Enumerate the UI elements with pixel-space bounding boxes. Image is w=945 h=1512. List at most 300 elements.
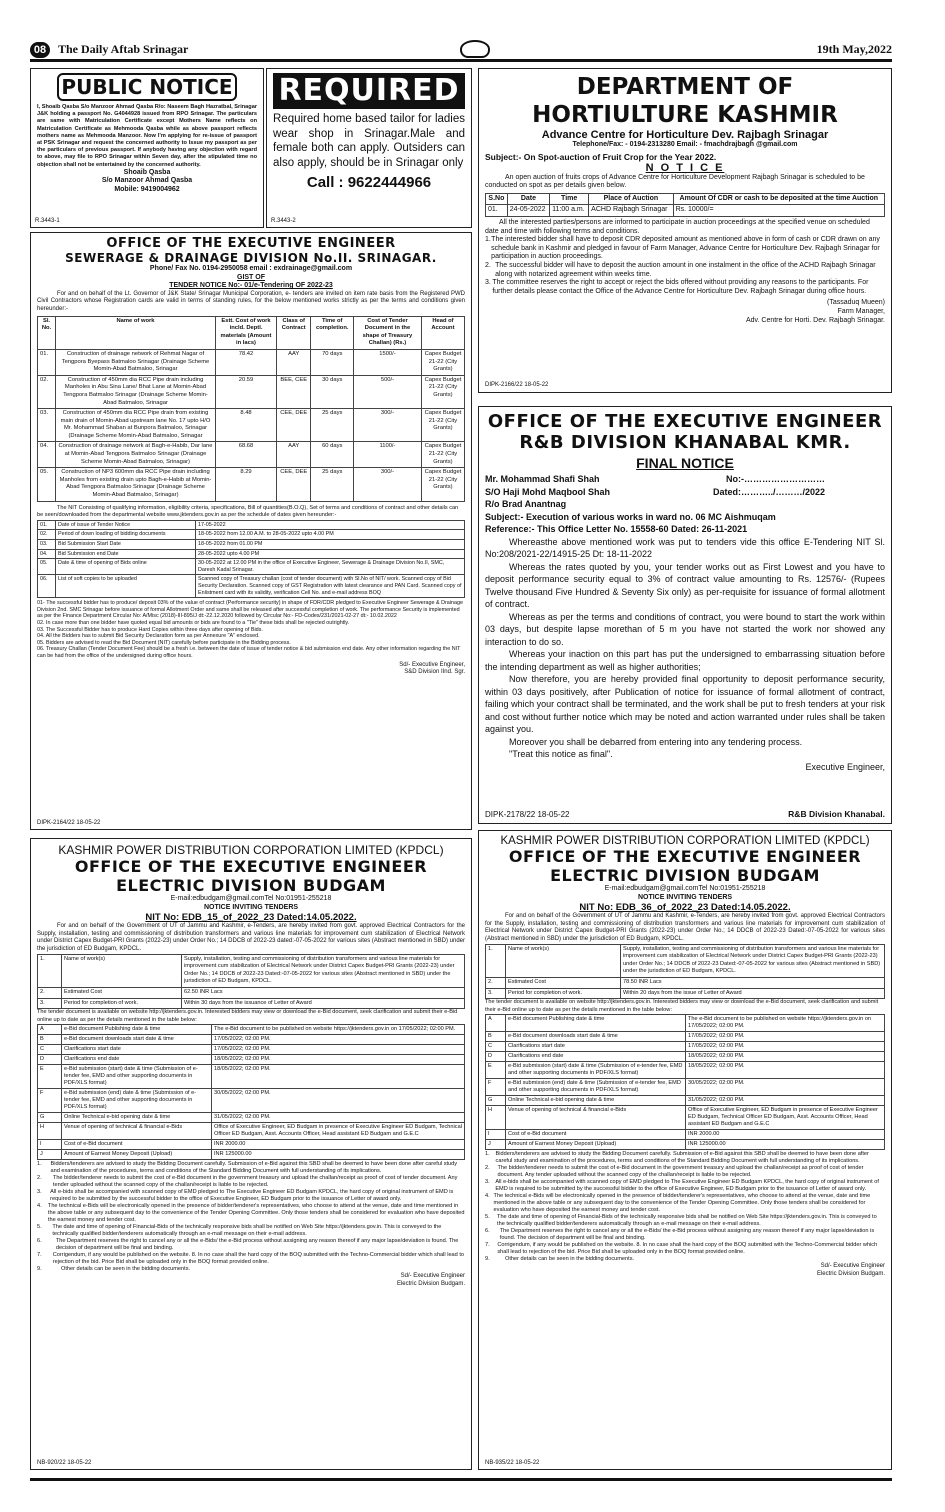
sewerage-signer-office: S&D Division IInd. Sgr. [404,669,465,676]
cell: Name of work(s) [506,944,621,977]
horticulture-term-3: 3. The committee reserves the right to accept or reject the bids offered without providing any reasons to the participants. For further details please contact the Office of the Advance Centre for Horticulture Dev. Rajbagh Srinagar during office hours. [485,279,885,296]
table-row [38,987,465,998]
horticulture-ref: DIPK-2166/22 18-05-22 [485,382,549,388]
table-row [38,1123,465,1140]
cell: G [486,1096,506,1106]
horticulture-contact: Telephone/Fax: - 0194-2313280 Email: - fmachdrajbagh @gmail.com [572,141,798,148]
table-row [38,1113,465,1123]
kpdcl-email: E-mail:edbudgam@gmail.comTel No:01951-255218 [604,885,766,892]
table-row [486,977,885,988]
cell: The e-Bid document to be published on website https://jktenders.gov.in on 17/05/2022; 02:00 PM. [212,1025,465,1035]
term-item: 2. The bidder/tenderer needs to submit the cost of e-Bid document in the government treasury and upload the challan/receipt as proof of cost of tender document. Any tender uploaded without the scanned copy of the challan/receipt is liable to be rejected. [37,1175,465,1189]
cell: 25 days [311,409,354,442]
term-text: All e-bids shall be accompanied with scanned copy of EMD pledged to The Executive Engineer ED Budgam KPDCL, the hard copy of original instrument of EMD is required to be submitted by the successful bidder to the office of Executive Engineer, ED Budgam prior to the issuance of Letter of award only. [50,1189,454,1203]
horticulture-subject: Subject:- On Spot-auction of Fruit Crop for the Year 2022. [485,151,717,162]
public-notice-ad [30,68,264,228]
cell: 3. [486,988,506,999]
horticulture-auction-table [485,193,885,217]
table-row [38,575,465,598]
table-row [486,1079,885,1096]
col-time: Time of completion. [311,316,354,349]
table-row [38,349,465,375]
cell: e-Bid document Publishing date & time [62,1025,212,1035]
public-notice-body: I, Shoaib Qasba S/o Manzoor Ahmad Qasba R/o: Naseem Bagh Hazratbal, Srinagar J&K holding a passport No. G4044928 issued from RPO Srinagar. The particulars are same with Matriculation Certificate except Mothers Name reflects on Matriculation Certificate as Mehmooda Qasba while as above passport reflects mothers name as Mehmooda Manzoor. Now I'm applying for re-issue of passport at PSK Srinagar and request the concerned authority to Issue my passport as per the particulars of previous passport. If anybody having any objection with regard to above, may file to RPO Srinagar within Seven day, after the stipulated time no objection shall not be entertained by the concerned authority. [37,104,257,168]
cell: The e-Bid document to be published on website https://jktenders.gov.in on 17/05/2022; 02:00 PM. [686,1015,885,1032]
kpdcl-work-table [485,944,885,1000]
col-slno: Sl. No. [38,316,56,349]
table-row [486,205,885,217]
table-row [38,1065,465,1089]
cell: 01. [38,349,56,375]
cell: B [486,1032,506,1042]
kpdcl-office-title: OFFICE OF THE EXECUTIVE ENGINEER [74,857,428,876]
table-row [486,1140,885,1150]
horticulture-signer-office: Adv. Centre for Horti. Dev. Rajbagh Srinagar. [745,316,885,324]
table-row [38,540,465,550]
kpdcl-intro: For and on behalf of the Government of UT of Jammu and Kashmir, e-Tenders, are hereby invited from govt. approved Electrical Contractors for the Supply, installation, testing and commissioning of distribution transformers and various line materials for improvement cum stabilization of Electrical Network under District Capex Budget-PRI Grants (2022-23) under Order No.; 14 DDCB of 2022-23 Dated:-07-05-2022 for various sites (Abstract mentioned in SBD) under the jurisdiction of ED Budgam, KPDCL. [485,913,885,942]
horticulture-title: DEPARTMENT OF HORTIULTURE KASHMIR [532,74,838,128]
cell: Capex Budget 21-22 (City Grants) [421,409,464,442]
rnb-addressee-row [485,473,885,486]
cell: 05. [38,559,56,575]
term-text: Corrigendum, if any would be published on the website. 8. In no case shall the hard copy of the BOQ submitted with the Techno-Commercial bidder which shall lead to rejection of the bid. Price Bid shall be uploaded only in the BOQ format provided online. [497,1242,878,1256]
required-ad [266,68,472,228]
horticulture-subtitle: Advance Centre for Horticulture Dev. Rajbagh Srinagar [541,129,829,141]
sewerage-title: OFFICE OF THE EXECUTIVE ENGINEER [106,236,396,251]
cell: Estimated Cost [62,987,182,998]
cell: 60 days [311,442,354,468]
kpdcl-intro: For and on behalf of the Government of UT of Jammu and Kashmir, e-Tenders, are hereby invited from govt. approved Electrical Contractors for the Supply, installation, testing and commissioning of distribution transformers and various line materials for improvement cum stabilization of Electrical Network under District Capex Budget-PRI Grants (2022-23) under Order No.; 14 DDCB of 2022-23 dated:-07-05-2022 for various sites (Abstract mentioned in SBD) under the jurisdiction of ED Budgam, KPDCL. [37,923,465,952]
cell: 2. [486,977,506,988]
cell: e-Bid submission (start) date & time (Submission of e-tender fee, EMD and other supporting documents in PDF/XLS format) [62,1065,212,1089]
table-row [38,1150,465,1160]
cell: Scanned copy of Treasury challan (cost of tender document) with Sl.No of NIT/ work. Scanned copy of Bid Security Declaration. Scanned copy of GST Registration with latest clearance and PAN Card. Scanned copy of Enlistment card with its validity, verification Cell No. and e-mail address BOQ [196,575,465,598]
cell: e-Bid document Publishing date & time [506,1015,686,1032]
table-row [486,944,885,977]
cell: Online Technical e-bid opening date & time [506,1096,686,1106]
table-row [38,559,465,575]
cell: Capex Budget 21-22 (City Grants) [421,442,464,468]
rnb-para: Whereas the rates quoted by you, your tender works out as First Lowest and you have to deposit performance security equal to 3% of contract value amounting to Rs. 12576/- (Rupees Twelve thousand Five Hundred & Seventy Six only) as per-requisite for issuance of formal allotment of contract. [485,561,885,609]
cell: 500/- [354,375,422,408]
table-row [486,1130,885,1140]
cell: 68.68 [216,442,277,468]
kpdcl-work-table [37,954,465,1010]
cell: CEE, DEE [277,409,311,442]
condition-item: 02. In case more than one bidder have quoted equal bid amounts or bids are found to a "Tie" these bids shall be rejected outrightly. [37,619,350,626]
table-row [38,1035,465,1045]
cell: 04. [38,549,56,559]
cell: 01. [486,205,508,217]
table-row [38,1089,465,1113]
kpdcl-left-ref: NB-920/22 18-05-22 [37,1460,92,1466]
cell: 17-05-2022 [196,520,465,530]
cell: E [486,1062,506,1079]
sewerage-signer: Sd/- Executive Engineer, [399,661,465,668]
cell: 03. [38,540,56,550]
public-notice-signer: Shoaib Qasba [123,168,171,176]
rnb-final-heading: FINAL NOTICE [636,455,734,471]
cell: Venue of opening of technical & financial e-Bids [506,1106,686,1130]
page-number: 08 [30,42,50,58]
term-item: 2. The bidder/tenderer needs to submit the cost of e-Bid document in the government treasury and upload the challan/receipt as proof of cost of tender document. Any tender uploaded without the scanned copy of the challan/receipt is liable to be rejected. [485,1165,885,1179]
rnb-ref: DIPK-2178/22 18-05-22 [485,810,570,819]
table-row [486,988,885,999]
cell: 04. [38,442,56,468]
cell: INR 2000.00 [686,1130,885,1140]
cell: INR 125000.00 [686,1140,885,1150]
cell: Name of work(s) [62,954,182,987]
rnb-para: "Treat this notice as final". [509,749,613,759]
condition-item: 06. Treasury Challan (Tender Document Fee) should be a fresh i.e. between the date of issue of tender notice & bid submission end date. Any other information regarding the NIT can be had from the office of the undersigned during office hours. [37,646,461,659]
kpdcl-availability: The tender document is available on website http://jktenders.gov.in. Interested bidders may view or download the e-Bid document, seek clarification and submit their e-Bid online up to date as per the details mentioned in the table below: [485,999,879,1013]
table-row [486,1032,885,1042]
cell: 30/05/2022; 02:00 PM. [686,1079,885,1096]
cell: 300/- [354,409,422,442]
col-time: Time [550,193,589,205]
cell: C [38,1045,62,1055]
condition-item: 04. All the Bidders has to submit Bid Security Declaration form as per Annexure "A" enclosed. [37,633,260,640]
term-item: 7. Corrigendum, if any would be published on the website. 8. In no case shall the hard copy of the BOQ submitted with the Techno-Commercial bidder which shall lead to rejection of the bid. Price Bid shall be uploaded only in the BOQ format provided online. [37,1252,464,1266]
sewerage-ref: DIPK-2164/22 18-05-22 [37,820,101,826]
condition-item: 01- The successful bidder has to produce/ deposit 03% of the value of contract (Performance security) in shape of FDR/CDR pledged to Executive Engineer Sewerage & Drainage Division 2nd. SMC Srinagar before issuance of formal Allotment Order and same shall be released after successful completion of work. The performance Security is implemented as per the Finance Department Circular No: A/Misc (2018)-III-895/J dt:-22.12.2020 followed by Circular No:- FD-Codes/231/2021-02-27 dt:- 10.02.2022 [37,600,463,620]
table-row [38,1140,465,1150]
public-notice-title: PUBLIC NOTICE [57,73,237,101]
cell: A [38,1025,62,1035]
cell: D [486,1052,506,1062]
rnb-body [485,473,885,773]
cell: 31/05/2022; 02:00 PM. [212,1113,465,1123]
term-item: 3. All e-bids shall be accompanied with scanned copy of EMD pledged to The Executive Engineer ED Budgam KPDCL, the hard copy of original instrument of EMD is required to be submitted by the successful bidder to the office of Executive Engineer, ED Budgam prior to the issuance of Letter of award only. [37,1189,465,1203]
term-text: The Department reserves the right to cancel any or all the e-Bids/ the e-Bid process without assigning any reason thereof if any major lapse/deviation is found. The decision of department will be final and binding. [499,1228,875,1242]
cell: 30-05-2022 at 12.00 PM in the office of Executive Engineer, Sewerage & Drainage Division No.II, SMC, Daresh Kadal Srinagar. [196,559,465,575]
cell: Online Technical e-bid opening date & time [62,1113,212,1123]
cell: Capex Budget 21-22 (City Grants) [421,349,464,375]
cell: 20.59 [216,375,277,408]
cell: 78.42 [216,349,277,375]
cell: 8.29 [216,468,277,501]
cell: A [486,1015,506,1032]
cell: List of soft copies to be uploaded [56,575,196,598]
cell: Within 20 days from the issue of Letter of Award [621,988,885,999]
cell: 01. [38,520,56,530]
cell: Cost of e-Bid document [62,1140,212,1150]
term-text: Other details can be seen in the bidding documents. [505,1256,635,1263]
term-text: Corrigendum, if any would be published on the website. 8. In no case shall the hard copy of the BOQ submitted with the Techno-Commercial bidder which shall lead to rejection of the bid. Price Bid shall be uploaded only in the BOQ format provided online. [52,1252,464,1266]
table-row [38,530,465,540]
cell: 18/05/2022; 02:00 PM. [686,1052,885,1062]
col-work: Name of work [56,316,216,349]
horticulture-term-1: 1. The interested bidder shall have to deposit CDR deposited amount as mentioned above in form of cash or CDR drawn on any schedule bank in Kashmir and pledged in favour of Farm Manager, Advance Centre for Horticulture Dev. Rajbagh Srinagar for participation in auction proceedings. [485,236,885,262]
cell: 18/05/2022; 02:00 PM. [686,1062,885,1079]
col-doc-cost: Cost of Tender Document in the shape of Treasury Challan) (Rs.) [354,316,422,349]
cell: I [486,1130,506,1140]
cell: Amount of Earnest Money Deposit (Upload) [62,1150,212,1160]
cell: Clarifications end date [62,1055,212,1065]
cell: 1. [38,954,62,987]
cell: I [38,1140,62,1150]
cell: Period for completion of work. [506,988,621,999]
col-head: Head of Account [421,316,464,349]
letter-number: No:-……………………… [726,474,825,484]
table-row [38,375,465,408]
addressee-parent: S/O Haji Mohd Maqbool Shah [485,486,610,497]
kpdcl-tender-right [478,830,892,1470]
horticulture-intro: An open auction of fruits crops of Advance Centre for Horticulture Development Rajbagh Srinagar is scheduled to be conducted on spot as per details given below. [485,173,865,190]
table-row [38,468,465,501]
kpdcl-signer: Sd/- Executive Engineer [820,1263,885,1270]
kpdcl-nit-heading: NOTICE INVITING TENDERS [203,903,299,911]
cell: 1100/- [354,442,422,468]
cell: Date of issue of Tender Notice [56,520,196,530]
newspaper-name: The Daily Aftab Srinagar [58,42,189,56]
cell: Within 30 days from the issuance of Letter of Award [182,998,465,1009]
issue-date: 19th May,2022 [816,42,892,56]
kpdcl-division-title: ELECTRIC DIVISION BUDGAM [116,876,386,895]
term-text: The interested bidder shall have to deposit CDR deposited amount as mentioned above in form of cash or CDR drawn on any schedule bank in Kashmir and pledged in favour of Farm Manager, Advance Centre for Horticulture Dev. Rajbagh Srinagar for participation in auction proceedings. [491,236,880,261]
col-amount: Amount Of CDR or cash to be deposited at the time Auction [673,193,884,205]
col-date: Date [507,193,549,205]
cell: 1500/- [354,349,422,375]
sewerage-nit-info: The NIT Consisting of qualifying information, eligibility criteria, specifications, Bill of quantities(B.O.Q), Set of terms and conditions of contract and other details can be seen/downloaded from the departmental website www.jktenders.gov.in as per the schedule of dates given hereunder:- [37,504,459,519]
cell: 78.50 INR Lacs [621,977,885,988]
rnb-para: Whereasthe above mentioned work was put to tenders vide this office E-Tendering NIT Sl. No:208/2021-22/14915-25 Dt: 18-11-2022 [485,536,885,559]
cell: Construction of drainage network of Rehmat Nagar of Tengpora Byepass Batmaloo Srinagar (Drainage Scheme Momin-Abad Batmaloo, Srinagar [56,349,216,375]
rnb-signer-office: R&B Division Khanabal. [788,809,885,819]
cell: 2. [38,987,62,998]
table-row [38,520,465,530]
cell: 17/05/2022; 02:00 PM. [212,1045,465,1055]
cell: Clarifications end date [506,1052,686,1062]
kpdcl-signer-office: Electric Division Budgam. [816,1270,885,1277]
rnb-para: Moreover you shall be debarred from entering into any tendering process. [509,736,803,747]
cell: INR 2000.00 [212,1140,465,1150]
cell: 03. [38,409,56,442]
cell: 1. [486,944,506,977]
table-row [486,1062,885,1079]
kpdcl-right-ref: NB-935/22 18-05-22 [485,1460,540,1466]
condition-item: 03. The Successful Bidder has to produce Hard Copies within three days after opening of Bids. [37,626,263,633]
kpdcl-signer-office: Electric Division Budgam. [396,1280,465,1287]
cell: Estimated Cost [506,977,621,988]
kpdcl-tender-left [30,838,472,1470]
kpdcl-corp-name: KASHMIR POWER DISTRIBUTION CORPORATION LIMITED (KPDCL) [58,843,444,857]
kpdcl-division-title: ELECTRIC DIVISION BUDGAM [550,866,820,885]
cell: e-Bid document downloads start date & time [62,1035,212,1045]
kpdcl-nit-number: NIT No: EDB_36_of_2022_23 Dated:14.05.2022. [579,902,791,914]
page-bottom-rule [30,1478,892,1481]
cell: Date & time of opening of Bids online [56,559,196,575]
rnb-addressee-row [485,486,885,499]
sewerage-works-table [37,316,465,502]
cell: Cost of e-Bid document [506,1130,686,1140]
required-phone: Call : 9622444966 [306,174,432,191]
cell: Supply, installation, testing and commissioning of distribution transformers and various line materials for improvement cum stabilization of Electrical Network under District Capex Budget-PRI Grants (2022-23) under Order No.; 14 DDCB of 2022-23 Dated:-07-05-2022 for various sites (Abstract mentioned in SBD) under the jurisdiction of ED Budgam, KPDCL. [182,954,465,987]
term-item: 1. Bidders/tenderers are advised to study the Bidding Document carefully. Submission of e-Bid against this SBD shall be deemed to have been done after careful study and examination of the procedures, terms and conditions of the Standard Bidding Document with full understanding of its implications. [37,1161,465,1175]
letter-date: Dated:………../………/2022 [712,486,825,497]
cell: 28-05-2022 upto 4.00 PM [196,549,465,559]
table-row [486,1042,885,1052]
cell: INR 125000.00 [212,1150,465,1160]
term-text: The Department reserves the right to cancel any or all the e-Bids/ the e-Bid process without assigning any reason thereof if any major lapse/deviation is found. The decision of department will be final and binding. [55,1238,459,1252]
cell: Construction of 450mm dia RCC Pipe drain from existing main drain of Momin-Abad upstream lane No. 17 upto H/O Mr. Mohammad Shaban at Bunpora Batmaloo, Srinagar (Drainage Scheme Momin-Abad Batmaloo, Srinagar [56,409,216,442]
rnb-division: R&B DIVISION KHANABAL KMR. [519,432,851,453]
cell: G [38,1113,62,1123]
horticulture-signer: (Tassaduq Mueen) [827,299,885,307]
condition-item: 05. Bidders are advised to read the Bid Document (NIT) carefully before participate in the Bidding process. [37,639,291,646]
cell: BEE, CEE [277,375,311,408]
cell: Amount of Earnest Money Deposit (Upload) [506,1140,686,1150]
cell: Construction of drainage network at Bagh-e-Habib, Dar lane at Momin-Abad Tengpora Batmaloo Srinagar (Drainage Scheme Momin-Abad Batmaloo, Srinagar) [56,442,216,468]
required-body: Required home based tailor for ladies wear shop in Srinagar.Male and female both can apply. Outsiders can also apply, should be in Srinagar only [273,113,465,169]
horticulture-notice-heading: N O T I C E [645,161,725,174]
cell: 25 days [311,468,354,501]
public-notice-ref: R.3443-1 [35,218,60,224]
term-item: 5. The date and time of opening of Financial-Bids of the technically responsive bids shall be notified on Web Site https://jktenders.gov.in. This is conveyed to the technically qualified bidder/tenderers automatically through an e-mail message on their e-mail address. [485,1214,885,1228]
cell: Office of Executive Engineer, ED Budgam in presence of Executive Engineer ED Budgam, Technical Officer ED Budgam, Asst. Accounts Officer, Head assistant ED Budgam and G.E.C [686,1106,885,1130]
table-row [38,442,465,468]
col-place: Place of Auction [589,193,673,205]
table-row [486,1015,885,1032]
term-item: 9. Other details can be seen in the bidding documents. [37,1266,191,1273]
term-text: The successful bidder will have to deposit the auction amount in one instalment in the office of the ACHD Rajbagh Srinagar along with notarized agreement within weeks time. [495,261,876,278]
cell: F [486,1079,506,1096]
rnb-subject: Subject:- Execution of various works in ward no. 06 MC Aishmuqam [485,511,776,522]
kpdcl-availability: The tender document is available on website http://jktenders.gov.in. Interested bidders may view or download the e-Bid document, seek clarification and submit their e-Bid online up to date as per the details mentioned in the table below: [37,1009,458,1023]
sewerage-gist: GIST OF [237,273,265,281]
sewerage-schedule-table [37,520,465,598]
kpdcl-office-title: OFFICE OF THE EXECUTIVE ENGINEER [508,847,862,866]
term-item: 1. Bidders/tenderers are advised to study the Bidding Document carefully. Submission of e-Bid against this SBD shall be deemed to have been done after careful study and examination of the procedures, terms and conditions of the Standard Bidding Document with full understanding of its implications. [485,1151,885,1165]
horticulture-notice [478,68,892,393]
horticulture-signer-post: Farm Manager, [837,307,885,315]
cell: 18/05/2022; 02:00 PM. [212,1065,465,1089]
term-item: 4. The technical e-Bids will be electronically opened in the presence of bidder/tenderer's representatives, who choose to attend at the venue, date and time mentioned in the above table or any subsequent day to the convenience of the Tender Opening Committee. Only those tenders shall be considered for evaluation who have deposited the earnest money and tender cost. [37,1203,465,1224]
rnb-para: Whereas your inaction on this part has put the undersigned to embarrassing situation before the intending department as well as higher authorities; [485,649,885,672]
kpdcl-nit-number: NIT No: EDB_15_of_2022_23 Dated:14.05.2022. [145,912,357,924]
cell: AAY [277,442,311,468]
cell: B [38,1035,62,1045]
addressee-name: Mr. Mohammad Shafi Shah [485,474,600,484]
table-header-row [486,193,885,205]
term-text: The bidder/tenderer needs to submit the cost of e-Bid document in the government treasury and upload the challan/receipt as proof of cost of tender document. Any tender uploaded without the scanned copy of the challan/receipt is liable to be rejected. [52,1175,458,1189]
col-sno: S.No [486,193,508,205]
cell: 06. [38,575,56,598]
rnb-signer: Executive Engineer, [805,761,885,772]
term-text: The date and time of opening of Financial-Bids of the technically responsive bids shall be notified on Web Site https://jktenders.gov.in. This is conveyed to the technically qualified bidder/tenderers automatically through an e-mail message on their e-mail address. [497,1214,877,1228]
cell: C [486,1042,506,1052]
cell: e-Bid submission (start) date & time (Submission of e-tender fee, EMD and other supporting documents in PDF/XLS format) [506,1062,686,1079]
cell: Period for completion of work. [62,998,182,1009]
table-row [38,954,465,987]
kpdcl-schedule-table [37,1024,465,1160]
required-title: REQUIRED [273,73,465,109]
sewerage-contact: Phone/ Fax No. 0194-2950058 email : exdrainage@gmail.com [149,265,353,272]
cell: 62.50 INR Lacs [182,987,465,998]
required-ref: R.3443-2 [271,218,296,224]
cell: 31/05/2022; 02:00 PM. [686,1096,885,1106]
table-row [38,1045,465,1055]
cell: 30/05/2022; 02:00 PM. [212,1089,465,1113]
cell: 24-05-2022 [507,205,549,217]
cell: 11:00 a.m. [550,205,589,217]
table-row [486,1106,885,1130]
horticulture-term-2: 2. The successful bidder will have to deposit the auction amount in one instalment in the office of the ACHD Rajbagh Srinagar along with notarized agreement within weeks time. [485,262,885,279]
addressee-residence: R/o Brad Anantnag [485,499,567,509]
masthead-logo-icon [460,40,490,58]
table-row [38,998,465,1009]
term-text: The date and time of opening of Financial-Bids of the technically responsive bids shall be notified on Web Site https://jktenders.gov.in. This is conveyed to the technically qualified bidder/tenderers automatically through an e-mail message on their e-mail address. [52,1224,442,1238]
term-item: 6. The Department reserves the right to cancel any or all the e-Bids/ the e-Bid process without assigning any reason thereof if any major lapse/deviation is found. The decision of department will be final and binding. [37,1238,465,1252]
cell: 05. [38,468,56,501]
cell: Rs. 10000/= [673,205,884,217]
term-text: Bidders/tenderers are advised to study the Bidding Document carefully. Submission of e-Bid against this SBD shall be deemed to have been done after careful study and examination of the procedures, terms and conditions of the Standard Bidding Document with full understanding of its implications. [495,1151,869,1165]
cell: Bid Submission Start Date [56,540,196,550]
kpdcl-corp-name: KASHMIR POWER DISTRIBUTION CORPORATION LIMITED (KPDCL) [500,835,870,847]
cell: ACHD Rajbagh Srinagar [589,205,673,217]
rnb-para: Whereas as per the terms and conditions of contract, you were bound to start the work within 03 days, but despite lapse morethan of 5 m you have not started the work nor showed any interaction to do so. [485,611,885,647]
term-item: 5. The date and time of opening of Financial-Bids of the technically responsive bids shall be notified on Web Site https://jktenders.gov.in. This is conveyed to the technically qualified bidder/tenderers automatically through an e-mail message on their e-mail address. [37,1224,465,1238]
table-row [486,1052,885,1062]
cell: 17/05/2022; 02:00 PM. [686,1032,885,1042]
table-row [486,1096,885,1106]
kpdcl-email: E-mail:edbudgam@gmail.comTel No:01951-255218 [170,895,332,902]
term-item: 4. The technical e-Bids will be electronically opened in the presence of bidder/tenderer's representatives, who choose to attend at the venue, date and time mentioned in the above table or any subsequent day to the convenience of the Tender Opening Committee. Only those tenders shall be considered for evaluation who have deposited the earnest money and tender cost. [485,1193,885,1214]
cell: 300/- [354,468,422,501]
cell: J [38,1150,62,1160]
cell: H [38,1123,62,1140]
col-cost: Estt. Cost of work incld. Deptl. materials (Amount in lacs) [216,316,277,349]
cell: 02. [38,530,56,540]
cell: e-Bid submission (end) date & time (Submission of e-tender fee, EMD and other supporting documents in PDF/XLS format) [506,1079,686,1096]
cell: 02. [38,375,56,408]
cell: Period of down loading of bidding documents [56,530,196,540]
table-row [38,409,465,442]
cell: H [486,1106,506,1130]
cell: Bid Submission end Date [56,549,196,559]
kpdcl-terms [37,1161,465,1273]
term-text: The technical e-Bids will be electronically opened in the presence of bidder/tenderer's representatives, who choose to attend at the venue, date and time mentioned in the above table or any subsequent day to the convenience of the Tender Opening Committee. Only those tenders shall be considered for evaluation who have deposited the earnest money and tender cost. [47,1203,465,1224]
cell: Construction of 450mm dia RCC Pipe drain including Manholes in Abu Sina Lane/ Bhat Lane at Momin-Abad Tengpora Batmaloo Srinagar (Drainage Scheme Momin-Abad Batmaloo, Srinagar [56,375,216,408]
cell: 17/05/2022; 02:00 PM. [686,1042,885,1052]
cell: D [38,1055,62,1065]
cell: 18-05-2022 from 01.00 PM [196,540,465,550]
cell: Capex Budget 21-22 (City Grants) [421,468,464,501]
cell: 30 days [311,375,354,408]
public-notice-signer-parent: S/o Manzoor Ahmad Qasba [101,177,193,185]
rnb-reference: Reference:- This Office Letter No. 15558-60 Dated: 26-11-2021 [485,524,748,534]
cell: 3. [38,998,62,1009]
sewerage-division: SEWERAGE & DRAINAGE DIVISION No.II. SRINAGAR. [65,251,437,265]
rnb-title: OFFICE OF THE EXECUTIVE ENGINEER [487,411,883,432]
table-row [38,1055,465,1065]
cell: Venue of opening of technical & financial e-Bids [62,1123,212,1140]
kpdcl-nit-heading: NOTICE INVITING TENDERS [637,893,733,901]
term-text: The bidder/tenderer needs to submit the cost of e-Bid document in the government treasury and upload the challan/receipt as proof of cost of tender document. Any tender uploaded without the scanned copy of the challan/receipt is liable to be rejected. [497,1165,864,1179]
cell: 70 days [311,349,354,375]
sewerage-conditions [37,600,465,659]
term-text: All e-bids shall be accompanied with scanned copy of EMD pledged to The Executive Engineer ED Budgam KPDCL, the hard copy of original instrument of EMD is required to be submitted by the successful bidder to the office of Executive Engineer, ED Budgam prior to the issuance of Letter of award only. [495,1179,879,1193]
term-text: The committee reserves the right to accept or reject the bids offered without providing any reasons to the participants. For further details please contact the Office of the Advance Centre for Horticulture Dev. Rajbagh Srinagar during office hours. [492,279,869,295]
sewerage-intro: For and on behalf of the Lt. Governor of J&K State/ Srinagar Municipal Corporation, e- tenders are invited on item rate basis from the Registered PWD Civil Contractors whose Registration cards are valid in terms of standing rules, for the below mentioned works strictly as per the terms and conditions given hereunder:- [37,290,465,312]
sewerage-tender-no: TENDER NOTICE No:- 01/e-Tendering OF 2022-23 [169,282,333,290]
cell: 18/05/2022; 02:00 PM. [212,1055,465,1065]
public-notice-mobile: Mobile: 9419004962 [114,186,180,194]
cell: Capex Budget 21-22 (City Grants) [421,375,464,408]
kpdcl-signer: Sd/- Executive Engineer [400,1273,465,1280]
table-row [38,1025,465,1035]
rnb-final-notice [478,406,892,824]
